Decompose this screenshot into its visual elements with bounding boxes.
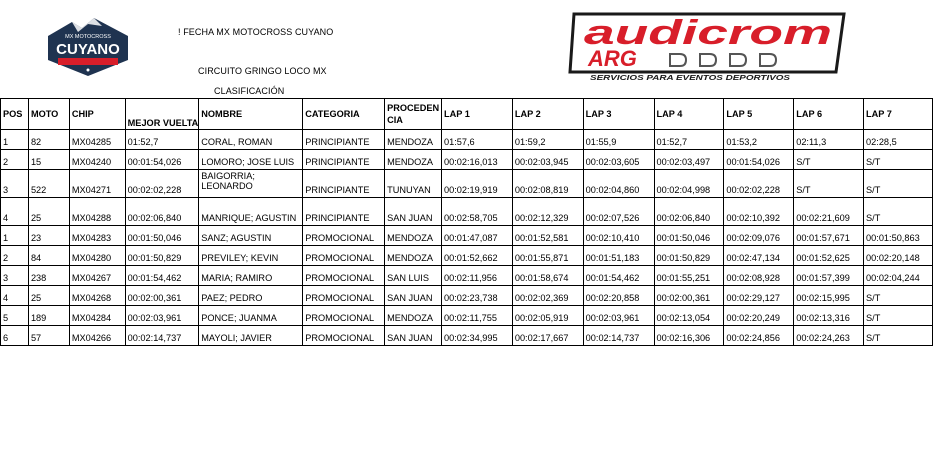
cell-lap7: S/T	[864, 286, 933, 306]
cell-name: MAYOLI; JAVIER	[199, 326, 303, 346]
cell-lap7: 00:01:50,863	[864, 226, 933, 246]
col-header-lap7: LAP 7	[864, 99, 933, 130]
cell-name: SANZ; AGUSTIN	[199, 226, 303, 246]
cell-lap7: 02:28,5	[864, 130, 933, 150]
col-header-chip: CHIP	[69, 99, 125, 130]
col-header-lap2: LAP 2	[512, 99, 583, 130]
cell-lap4: 00:02:13,054	[654, 306, 724, 326]
event-title: ! FECHA MX MOTOCROSS CUYANO	[178, 27, 334, 37]
cell-chip: MX04280	[69, 246, 125, 266]
cell-name: MARIA; RAMIRO	[199, 266, 303, 286]
cell-lap6: S/T	[794, 150, 864, 170]
col-header-category: CATEGORIA	[303, 99, 385, 130]
cell-lap3: 00:02:03,961	[583, 306, 654, 326]
cell-name: CORAL, ROMAN	[199, 130, 303, 150]
cell-pos: 4	[1, 286, 29, 306]
table-row	[1, 246, 933, 266]
cell-lap7: 00:02:04,244	[864, 266, 933, 286]
cell-lap7: S/T	[864, 150, 933, 170]
cell-lap3: 00:01:51,183	[583, 246, 654, 266]
cell-name: BAIGORRIA; LEONARDO	[199, 170, 303, 198]
table-row	[1, 286, 933, 306]
cell-pos: 1	[1, 226, 29, 246]
cell-origin: TUNUYAN	[385, 170, 442, 198]
cuyano-logo	[42, 16, 134, 78]
cell-lap3: 00:01:54,462	[583, 266, 654, 286]
cell-chip: MX04267	[69, 266, 125, 286]
cell-category: PROMOCIONAL	[303, 306, 385, 326]
cell-lap3: 00:02:20,858	[583, 286, 654, 306]
col-header-lap4: LAP 4	[654, 99, 724, 130]
cell-chip: MX04240	[69, 150, 125, 170]
col-header-name: NOMBRE	[199, 99, 303, 130]
cell-moto: 84	[28, 246, 69, 266]
cell-category: PROMOCIONAL	[303, 266, 385, 286]
cell-best-lap: 00:02:14,737	[125, 326, 199, 346]
cell-chip: MX04284	[69, 306, 125, 326]
cell-chip: MX04283	[69, 226, 125, 246]
col-header-lap6: LAP 6	[794, 99, 864, 130]
cell-lap2: 00:01:58,674	[512, 266, 583, 286]
cell-lap4: 00:02:00,361	[654, 286, 724, 306]
cell-best-lap: 00:01:50,829	[125, 246, 199, 266]
cell-lap1: 00:01:47,087	[441, 226, 512, 246]
cell-lap7: S/T	[864, 198, 933, 226]
col-header-pos: POS	[1, 99, 29, 130]
cell-lap6: 00:02:15,995	[794, 286, 864, 306]
cell-lap5: 00:02:24,856	[724, 326, 794, 346]
cell-moto: 25	[28, 198, 69, 226]
cell-lap4: 00:01:55,251	[654, 266, 724, 286]
cell-lap2: 00:02:17,667	[512, 326, 583, 346]
cell-chip: MX04271	[69, 170, 125, 198]
cell-lap6: 00:02:24,263	[794, 326, 864, 346]
cell-origin: SAN JUAN	[385, 326, 442, 346]
cell-lap2: 00:01:55,871	[512, 246, 583, 266]
cell-category: PRINCIPIANTE	[303, 130, 385, 150]
cell-moto: 522	[28, 170, 69, 198]
cell-origin: MENDOZA	[385, 246, 442, 266]
cell-lap2: 00:02:05,919	[512, 306, 583, 326]
col-header-lap3: LAP 3	[583, 99, 654, 130]
cell-best-lap: 00:02:03,961	[125, 306, 199, 326]
table-row	[1, 130, 933, 150]
cell-lap4: 00:02:03,497	[654, 150, 724, 170]
cell-lap6: 02:11,3	[794, 130, 864, 150]
cell-lap7: S/T	[864, 306, 933, 326]
cell-best-lap: 00:02:02,228	[125, 170, 199, 198]
cell-origin: MENDOZA	[385, 130, 442, 150]
cell-lap1: 00:01:52,662	[441, 246, 512, 266]
cell-lap4: 00:02:04,998	[654, 170, 724, 198]
col-header-lap1: LAP 1	[441, 99, 512, 130]
cell-lap6: S/T	[794, 170, 864, 198]
cell-lap3: 00:02:10,410	[583, 226, 654, 246]
cell-lap5: 00:02:29,127	[724, 286, 794, 306]
cell-moto: 82	[28, 130, 69, 150]
cell-moto: 57	[28, 326, 69, 346]
cell-lap7: S/T	[864, 326, 933, 346]
cell-lap1: 00:02:34,995	[441, 326, 512, 346]
cell-lap5: 00:02:09,076	[724, 226, 794, 246]
cell-lap5: 01:53,2	[724, 130, 794, 150]
cell-lap4: 00:02:16,306	[654, 326, 724, 346]
cell-lap5: 00:02:02,228	[724, 170, 794, 198]
cell-lap2: 00:01:52,581	[512, 226, 583, 246]
cell-moto: 238	[28, 266, 69, 286]
cell-chip: MX04288	[69, 198, 125, 226]
table-header-row	[1, 99, 933, 130]
cell-pos: 3	[1, 170, 29, 198]
table-row	[1, 150, 933, 170]
audicrom-logo-sub-text: ARG	[588, 46, 637, 71]
cell-category: PRINCIPIANTE	[303, 150, 385, 170]
cell-lap3: 00:02:04,860	[583, 170, 654, 198]
cell-moto: 189	[28, 306, 69, 326]
cell-category: PROMOCIONAL	[303, 326, 385, 346]
table-body	[1, 130, 933, 346]
cuyano-logo-main-text: CUYANO	[56, 41, 120, 58]
table-row	[1, 326, 933, 346]
cell-origin: SAN JUAN	[385, 286, 442, 306]
cell-pos: 1	[1, 130, 29, 150]
cell-lap4: 00:02:06,840	[654, 198, 724, 226]
cell-pos: 4	[1, 198, 29, 226]
audicrom-logo	[560, 10, 850, 84]
cell-best-lap: 00:02:06,840	[125, 198, 199, 226]
cell-name: MANRIQUE; AGUSTIN	[199, 198, 303, 226]
cell-chip: MX04268	[69, 286, 125, 306]
table-row	[1, 306, 933, 326]
cell-category: PROMOCIONAL	[303, 286, 385, 306]
cell-pos: 2	[1, 246, 29, 266]
col-header-lap5: LAP 5	[724, 99, 794, 130]
cell-category: PROMOCIONAL	[303, 246, 385, 266]
cell-best-lap: 01:52,7	[125, 130, 199, 150]
cell-category: PRINCIPIANTE	[303, 198, 385, 226]
cell-lap5: 00:02:10,392	[724, 198, 794, 226]
cell-lap6: 00:02:21,609	[794, 198, 864, 226]
cell-best-lap: 00:01:50,046	[125, 226, 199, 246]
cell-lap4: 00:01:50,046	[654, 226, 724, 246]
cell-lap1: 01:57,6	[441, 130, 512, 150]
cell-lap3: 00:02:03,605	[583, 150, 654, 170]
cell-chip: MX04266	[69, 326, 125, 346]
table-row	[1, 226, 933, 246]
cell-lap6: 00:02:13,316	[794, 306, 864, 326]
cell-lap2: 00:02:03,945	[512, 150, 583, 170]
cell-origin: SAN JUAN	[385, 198, 442, 226]
cell-best-lap: 00:01:54,462	[125, 266, 199, 286]
cell-lap2: 01:59,2	[512, 130, 583, 150]
cell-lap7: 00:02:20,148	[864, 246, 933, 266]
table-row	[1, 170, 933, 198]
cell-origin: MENDOZA	[385, 226, 442, 246]
audicrom-logo-main-text: audicrom	[584, 14, 832, 52]
cell-lap5: 00:02:47,134	[724, 246, 794, 266]
cell-lap6: 00:01:57,399	[794, 266, 864, 286]
cell-lap1: 00:02:11,755	[441, 306, 512, 326]
cell-pos: 3	[1, 266, 29, 286]
cell-lap4: 01:52,7	[654, 130, 724, 150]
audicrom-logo-tagline: SERVICIOS PARA EVENTOS DEPORTIVOS	[590, 75, 791, 82]
cell-lap5: 00:02:08,928	[724, 266, 794, 286]
cell-moto: 25	[28, 286, 69, 306]
cuyano-logo-top-text: MX MOTOCROSS	[65, 34, 111, 40]
cell-pos: 6	[1, 326, 29, 346]
cell-lap5: 00:01:54,026	[724, 150, 794, 170]
cell-lap2: 00:02:08,819	[512, 170, 583, 198]
cell-lap7: S/T	[864, 170, 933, 198]
cell-lap4: 00:01:50,829	[654, 246, 724, 266]
cell-origin: MENDOZA	[385, 150, 442, 170]
cell-lap6: 00:01:52,625	[794, 246, 864, 266]
section-title: CLASIFICACIÓN	[214, 86, 285, 96]
cell-pos: 5	[1, 306, 29, 326]
cell-lap5: 00:02:20,249	[724, 306, 794, 326]
cell-origin: MENDOZA	[385, 306, 442, 326]
table-row	[1, 198, 933, 226]
circuit-name: CIRCUITO GRINGO LOCO MX	[198, 66, 327, 76]
cell-lap2: 00:02:12,329	[512, 198, 583, 226]
cell-lap3: 01:55,9	[583, 130, 654, 150]
cell-name: LOMORO; JOSE LUIS	[199, 150, 303, 170]
cell-name: PREVILEY; KEVIN	[199, 246, 303, 266]
cell-moto: 15	[28, 150, 69, 170]
results-table	[0, 98, 933, 346]
col-header-moto: MOTO	[28, 99, 69, 130]
cell-lap1: 00:02:23,738	[441, 286, 512, 306]
cell-lap1: 00:02:58,705	[441, 198, 512, 226]
cell-origin: SAN LUIS	[385, 266, 442, 286]
cell-lap2: 00:02:02,369	[512, 286, 583, 306]
col-header-origin: PROCEDENCIA	[385, 99, 442, 130]
cell-lap3: 00:02:07,526	[583, 198, 654, 226]
cell-category: PROMOCIONAL	[303, 226, 385, 246]
cell-lap1: 00:02:11,956	[441, 266, 512, 286]
cell-best-lap: 00:02:00,361	[125, 286, 199, 306]
cell-chip: MX04285	[69, 130, 125, 150]
cell-name: PAEZ; PEDRO	[199, 286, 303, 306]
cell-name: PONCE; JUANMA	[199, 306, 303, 326]
cell-best-lap: 00:01:54,026	[125, 150, 199, 170]
cell-moto: 23	[28, 226, 69, 246]
cell-category: PRINCIPIANTE	[303, 170, 385, 198]
cell-lap3: 00:02:14,737	[583, 326, 654, 346]
cell-lap1: 00:02:19,919	[441, 170, 512, 198]
table-row	[1, 266, 933, 286]
col-header-best-lap: MEJOR VUELTA	[125, 99, 199, 130]
cell-pos: 2	[1, 150, 29, 170]
cell-lap1: 00:02:16,013	[441, 150, 512, 170]
cell-lap6: 00:01:57,671	[794, 226, 864, 246]
